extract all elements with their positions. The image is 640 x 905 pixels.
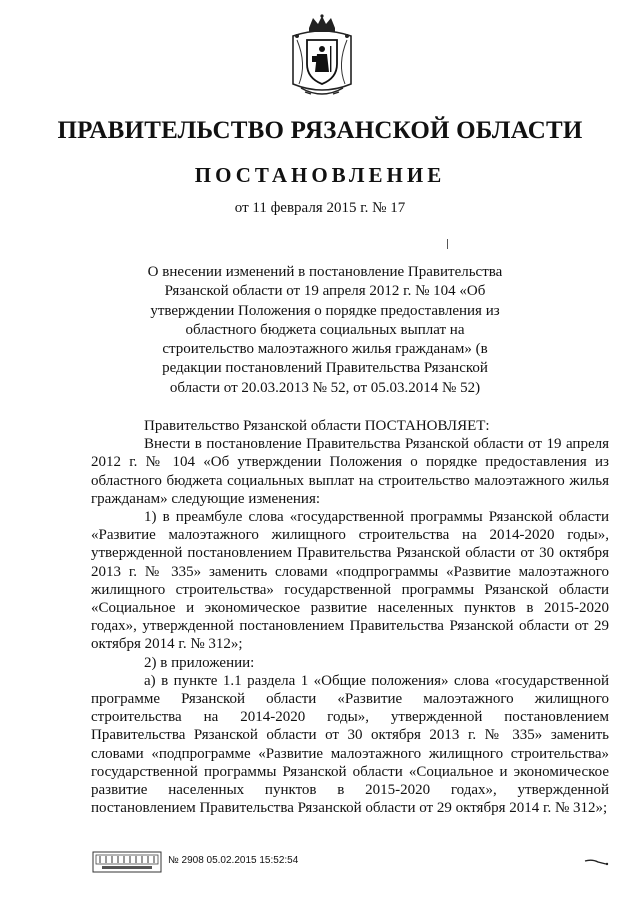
registry-stamp-icon (92, 851, 162, 873)
paragraph-item-2: 2) в приложении: (144, 654, 255, 671)
signature-mark (584, 858, 610, 866)
paragraph-item-1: 1) в преамбуле слова «государственной программы Рязанской области «Развитие малоэтажного жилищного строительства на 2014-2020 годы», утвержденной постановлением Правительства Рязанской области от 30 октября 2013 г. № 335» заменить словами «подпрограммы «Развитие малоэтажного жилищного строительства» государственной программы Рязанской области «Социальное и экономическое развитие населенных пунктов в 2015-2020 годах», утвержденной постановлением Правительства Рязанской области от 29 октября 2014 г. № 312»; (91, 509, 609, 653)
document-body (91, 417, 609, 817)
organization-title: ПРАВИТЕЛЬСТВО РЯЗАНСКОЙ ОБЛАСТИ (57, 117, 583, 144)
paragraph-amend: Внести в постановление Правительства Рязанской области от 19 апреля 2012 г. № 104 «Об утверждении Положения о порядке предоставления из областного бюджета социальных выплат на строительство малоэтажного жилья гражданам» следующие изменения: (91, 436, 609, 507)
document-date-number: от 11 февраля 2015 г. № 17 (234, 200, 406, 216)
registration-number: № 2908 05.02.2015 15:52:54 (168, 855, 299, 866)
paragraph-item-2a: а) в пункте 1.1 раздела 1 «Общие положения» слова «государственной программе Рязанской области «Развитие малоэтажного жилищного строительства на 2014-2020 годы», утвержденной постановлением Правительства Рязанской области от 30 октября 2013 г. № 335» заменить словами «подпрограмме «Развитие малоэтажного жилищного строительства» государственной программы Рязанской области «Социальное и экономическое развитие населенных пунктов в 2015-2020 годах», утвержденной постановлением Правительства Рязанской области от 29 октября 2014 г. № 312»; (91, 672, 609, 817)
document-type: ПОСТАНОВЛЕНИЕ (194, 163, 446, 187)
margin-mark (447, 239, 448, 249)
document-subject: О внесении изменений в постановление Правительства Рязанской области от 19 апреля 2012 г. № 104 «Об утверждении Положения о порядке предоставления из областного бюджета социальных выплат на строительство малоэтажного жилья гражданам» (в редакции постановлений Правительства Рязанской области от 20.03.2013 № 52, от 05.03.2014 № 52) (147, 264, 503, 396)
coat-of-arms-emblem (287, 14, 357, 100)
resolution-intro: Правительство Рязанской области ПОСТАНОВЛЯЕТ: (144, 418, 490, 434)
